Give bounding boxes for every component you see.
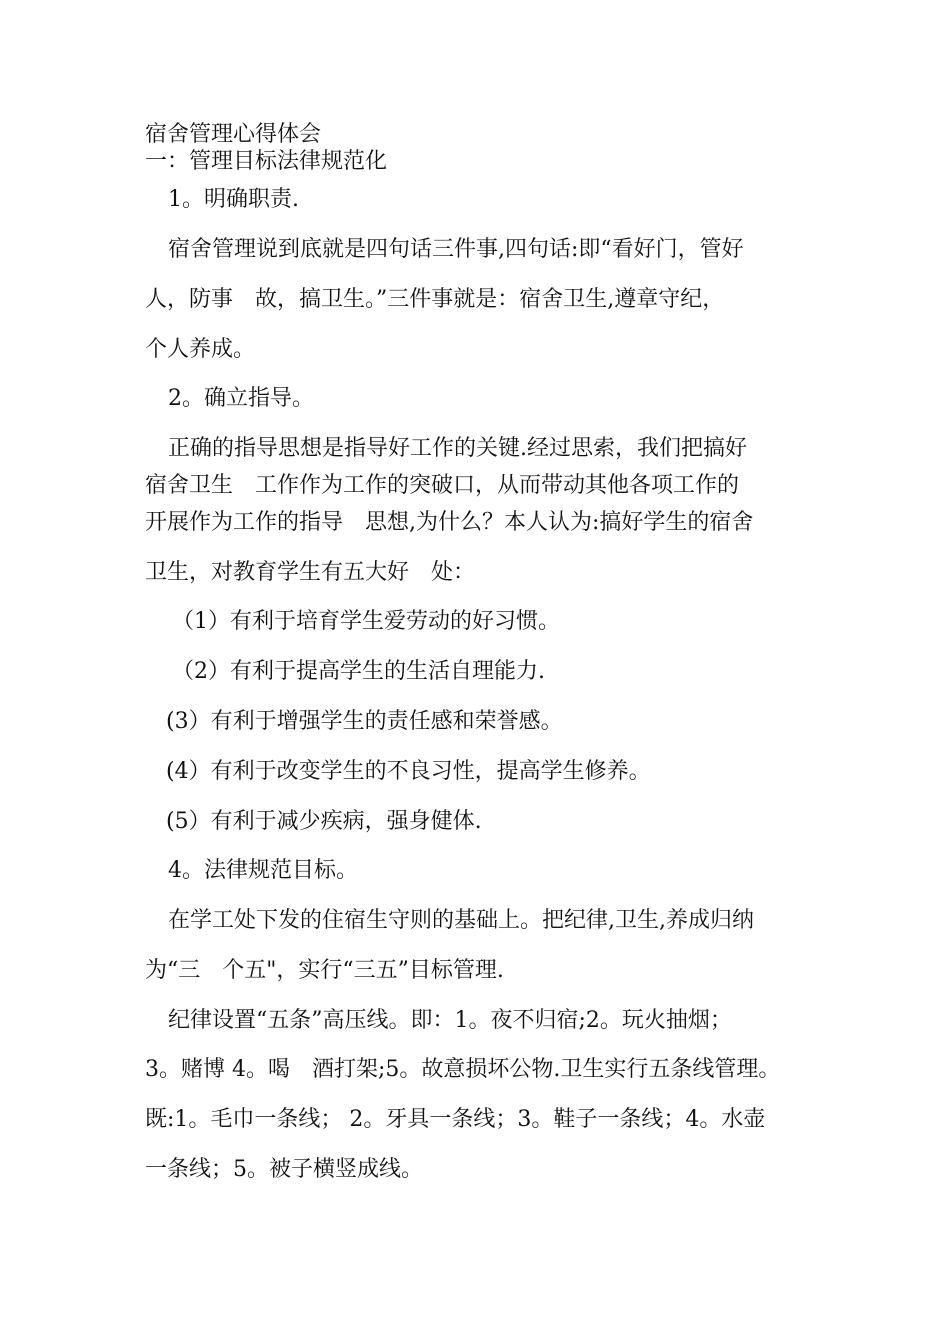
paragraph-1-line-1: 宿舍管理说到底就是四句话三件事,四句话:即“看好门，管好 bbox=[168, 237, 744, 262]
paragraph-3-line-2: 为“三 个五"，实行“三五”目标管理. bbox=[145, 958, 504, 983]
paragraph-1-line-2: 人，防事 故，搞卫生。”三件事就是：宿舍卫生,遵章守纪， bbox=[145, 287, 725, 312]
document-title: 宿舍管理心得体会 bbox=[145, 122, 322, 147]
paragraph-4-line-2: 3。赌博 4。喝 酒打架;5。故意损坏公物.卫生实行五条线管理。 bbox=[145, 1057, 781, 1082]
paragraph-4-line-3: 既:1。毛巾一条线； 2。牙具一条线；3。鞋子一条线；4。水壶 bbox=[145, 1107, 766, 1132]
benefit-item: (3）有利于增强学生的责任感和荣誉感。 bbox=[166, 709, 563, 734]
benefit-item: (4）有利于改变学生的不良习性，提高学生修养。 bbox=[166, 759, 651, 784]
benefit-item: （2）有利于提高学生的生活自理能力. bbox=[172, 659, 545, 684]
paragraph-2-line-4: 卫生，对教育学生有五大好 处： bbox=[145, 560, 476, 585]
paragraph-3-line-1: 在学工处下发的住宿生守则的基础上。把纪律,卫生,养成归纳 bbox=[168, 908, 754, 933]
paragraph-4-line-4: 一条线；5。被子横竖成线。 bbox=[145, 1157, 423, 1182]
item-4-heading: 4。法律规范目标。 bbox=[168, 858, 358, 883]
benefit-item: (5）有利于减少疾病，强身健体. bbox=[166, 809, 482, 834]
paragraph-1-line-3: 个人养成。 bbox=[145, 337, 256, 362]
paragraph-2-line-2: 宿舍卫生 工作作为工作的突破口，从而带动其他各项工作的 bbox=[145, 473, 740, 498]
section-heading: 一：管理目标法律规范化 bbox=[145, 149, 388, 174]
paragraph-2-line-3: 开展作为工作的指导 思想,为什么？本人认为:搞好学生的宿舍 bbox=[145, 510, 754, 535]
item-1-heading: 1。明确职责. bbox=[168, 187, 299, 212]
paragraph-4-line-1: 纪律设置“五条”高压线。即：1。夜不归宿;2。玩火抽烟； bbox=[168, 1008, 732, 1033]
paragraph-2-line-1: 正确的指导思想是指导好工作的关键.经过思索，我们把搞好 bbox=[168, 436, 747, 461]
benefit-item: （1）有利于培育学生爱劳动的好习惯。 bbox=[172, 609, 560, 634]
item-2-heading: 2。确立指导。 bbox=[168, 386, 314, 411]
